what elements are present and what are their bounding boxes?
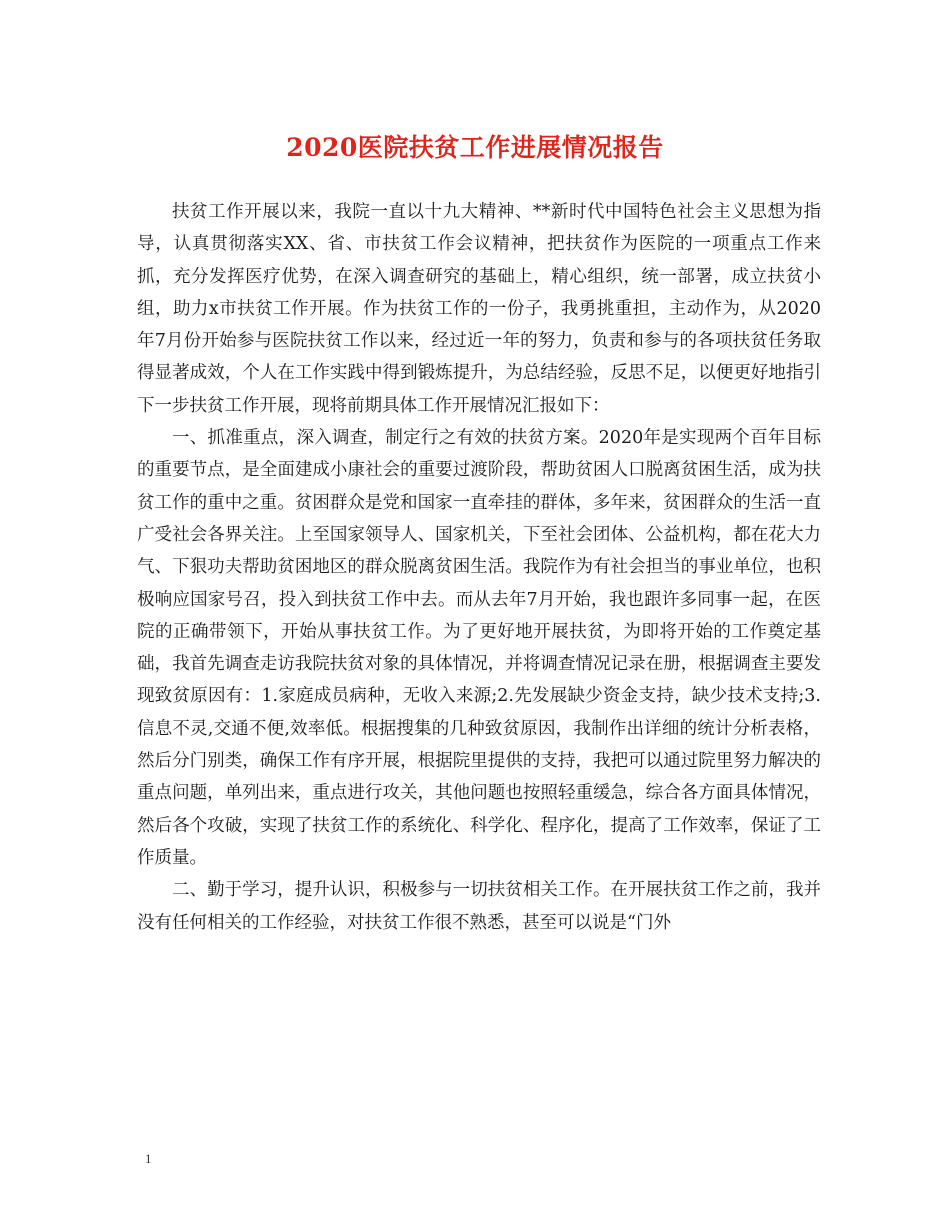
document-body	[137, 196, 821, 939]
paragraph-section-two: 二、勤于学习，提升认识，积极参与一切扶贫相关工作。在开展扶贫工作之前，我并没有任何相关的工作经验，对扶贫工作很不熟悉，甚至可以说是“门外	[137, 880, 821, 933]
paragraph-intro: 扶贫工作开展以来，我院一直以十九大精神、**新时代中国特色社会主义思想为指导，认真贯彻落实XX、省、市扶贫工作会议精神，把扶贫作为医院的一项重点工作来抓，充分发挥医疗优势，在深入调查研究的基础上，精心组织，统一部署，成立扶贫小组，助力x市扶贫工作开展。作为扶贫工作的一份子，我勇挑重担，主动作为，从2020年7月份开始参与医院扶贫工作以来，经过近一年的努力，负责和参与的各项扶贫任务取得显著成效，个人在工作实践中得到锻炼提升，为总结经验，反思不足，以便更好地指引下一步扶贫工作开展，现将前期具体工作开展情况汇报如下：	[137, 202, 821, 416]
page-number: 1	[145, 1151, 152, 1166]
document-title: 2020医院扶贫工作进展情况报告	[286, 133, 664, 162]
paragraph-section-one: 一、抓准重点，深入调查，制定行之有效的扶贫方案。2020年是实现两个百年目标的重要节点，是全面建成小康社会的重要过渡阶段，帮助贫困人口脱离贫困生活，成为扶贫工作的重中之重。贫困群众是党和国家一直牵挂的群体，多年来，贫困群众的生活一直广受社会各界关注。上至国家领导人、国家机关，下至社会团体、公益机构，都在花大力气、下狠功夫帮助贫困地区的群众脱离贫困生活。我院作为有社会担当的事业单位，也积极响应国家号召，投入到扶贫工作中去。而从去年7月开始，我也跟许多同事一起，在医院的正确带领下，开始从事扶贫工作。为了更好地开展扶贫，为即将开始的工作奠定基础，我首先调查走访我院扶贫对象的具体情况，并将调查情况记录在册，根据调查主要发现致贫原因有：1.家庭成员病种，无收入来源;2.先发展缺少资金支持，缺少技术支持;3.信息不灵,交通不便,效率低。根据搜集的几种致贫原因，我制作出详细的统计分析表格，然后分门别类，确保工作有序开展，根据院里提供的支持，我把可以通过院里努力解决的重点问题，单列出来，重点进行攻关，其他问题也按照轻重缓急，综合各方面具体情况，然后各个攻破，实现了扶贫工作的系统化、科学化、程序化，提高了工作效率，保证了工作质量。	[137, 428, 821, 868]
